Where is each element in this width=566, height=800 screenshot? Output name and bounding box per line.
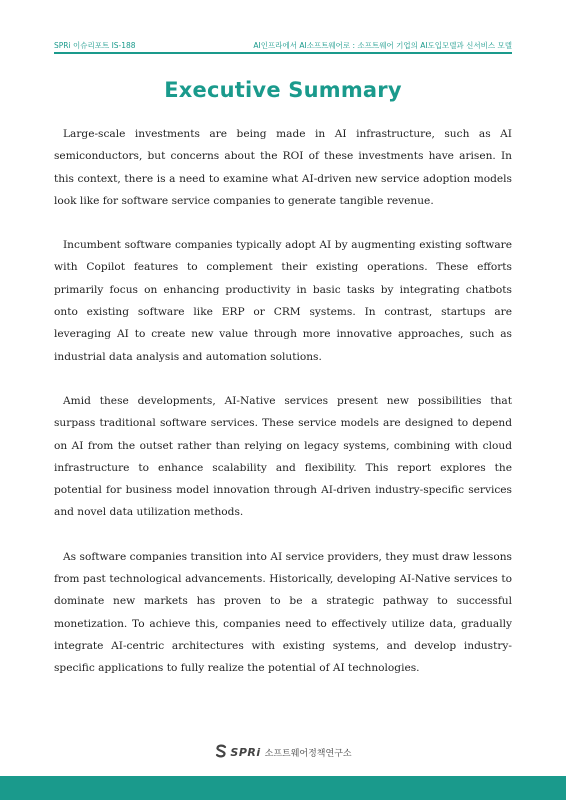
paragraph-3: Amid these developments, AI-Native services present new possibilities that surpass traditional software services. These service models are designed to depend on AI from the outset rather than relying on legacy systems, combining with cloud infrastructure to enhance scalability and flexibility. This report explores the potential for business model innovation through AI-driven industry-specific services and novel data utilization methods.: [54, 394, 512, 519]
paragraph-2: Incumbent software companies typically adopt AI by augmenting existing software with Copilot features to complement their existing operations. These efforts primarily focus on enhancing productivity in basic tasks by integrating chatbots onto existing software like ERP or CRM systems. In contrast, startups are leveraging AI to create new value through more innovative approaches, such as industrial data analysis and automation solutions.: [54, 239, 512, 363]
summary-body: [54, 123, 512, 702]
page-header: [54, 40, 512, 51]
spri-logo-text: SPRi: [230, 746, 261, 759]
header-rule: [54, 52, 512, 54]
organization-name: 소프트웨어정책연구소: [264, 749, 352, 759]
report-title: AI인프라에서 AI소프트웨어로 : 소프트웨어 기업의 AI도입모델과 신서비스 모델: [253, 41, 512, 50]
report-id: SPRi 이슈리포트 IS-188: [54, 41, 136, 50]
bottom-bar: [0, 776, 566, 800]
page-footer: [0, 744, 566, 761]
paragraph-4: As software companies transition into AI service providers, they must draw lessons from past technological advancements. Historically, developing AI-Native services to dominate new markets has proven to be a strategic pathway to successful monetization. To achieve this, companies need to effectively utilize data, gradually integrate AI-centric architectures with existing systems, and develop industry-specific applications to fully realize the potential of AI technologies.: [54, 550, 512, 675]
paragraph-1: Large-scale investments are being made in AI infrastructure, such as AI semiconductors, but concerns about the ROI of these investments have arisen. In this context, there is a need to examine what AI-driven new service adoption models look like for software service companies to generate tangible revenue.: [54, 128, 512, 207]
spri-logo-icon: [214, 744, 228, 761]
page-title: Executive Summary: [164, 78, 402, 102]
